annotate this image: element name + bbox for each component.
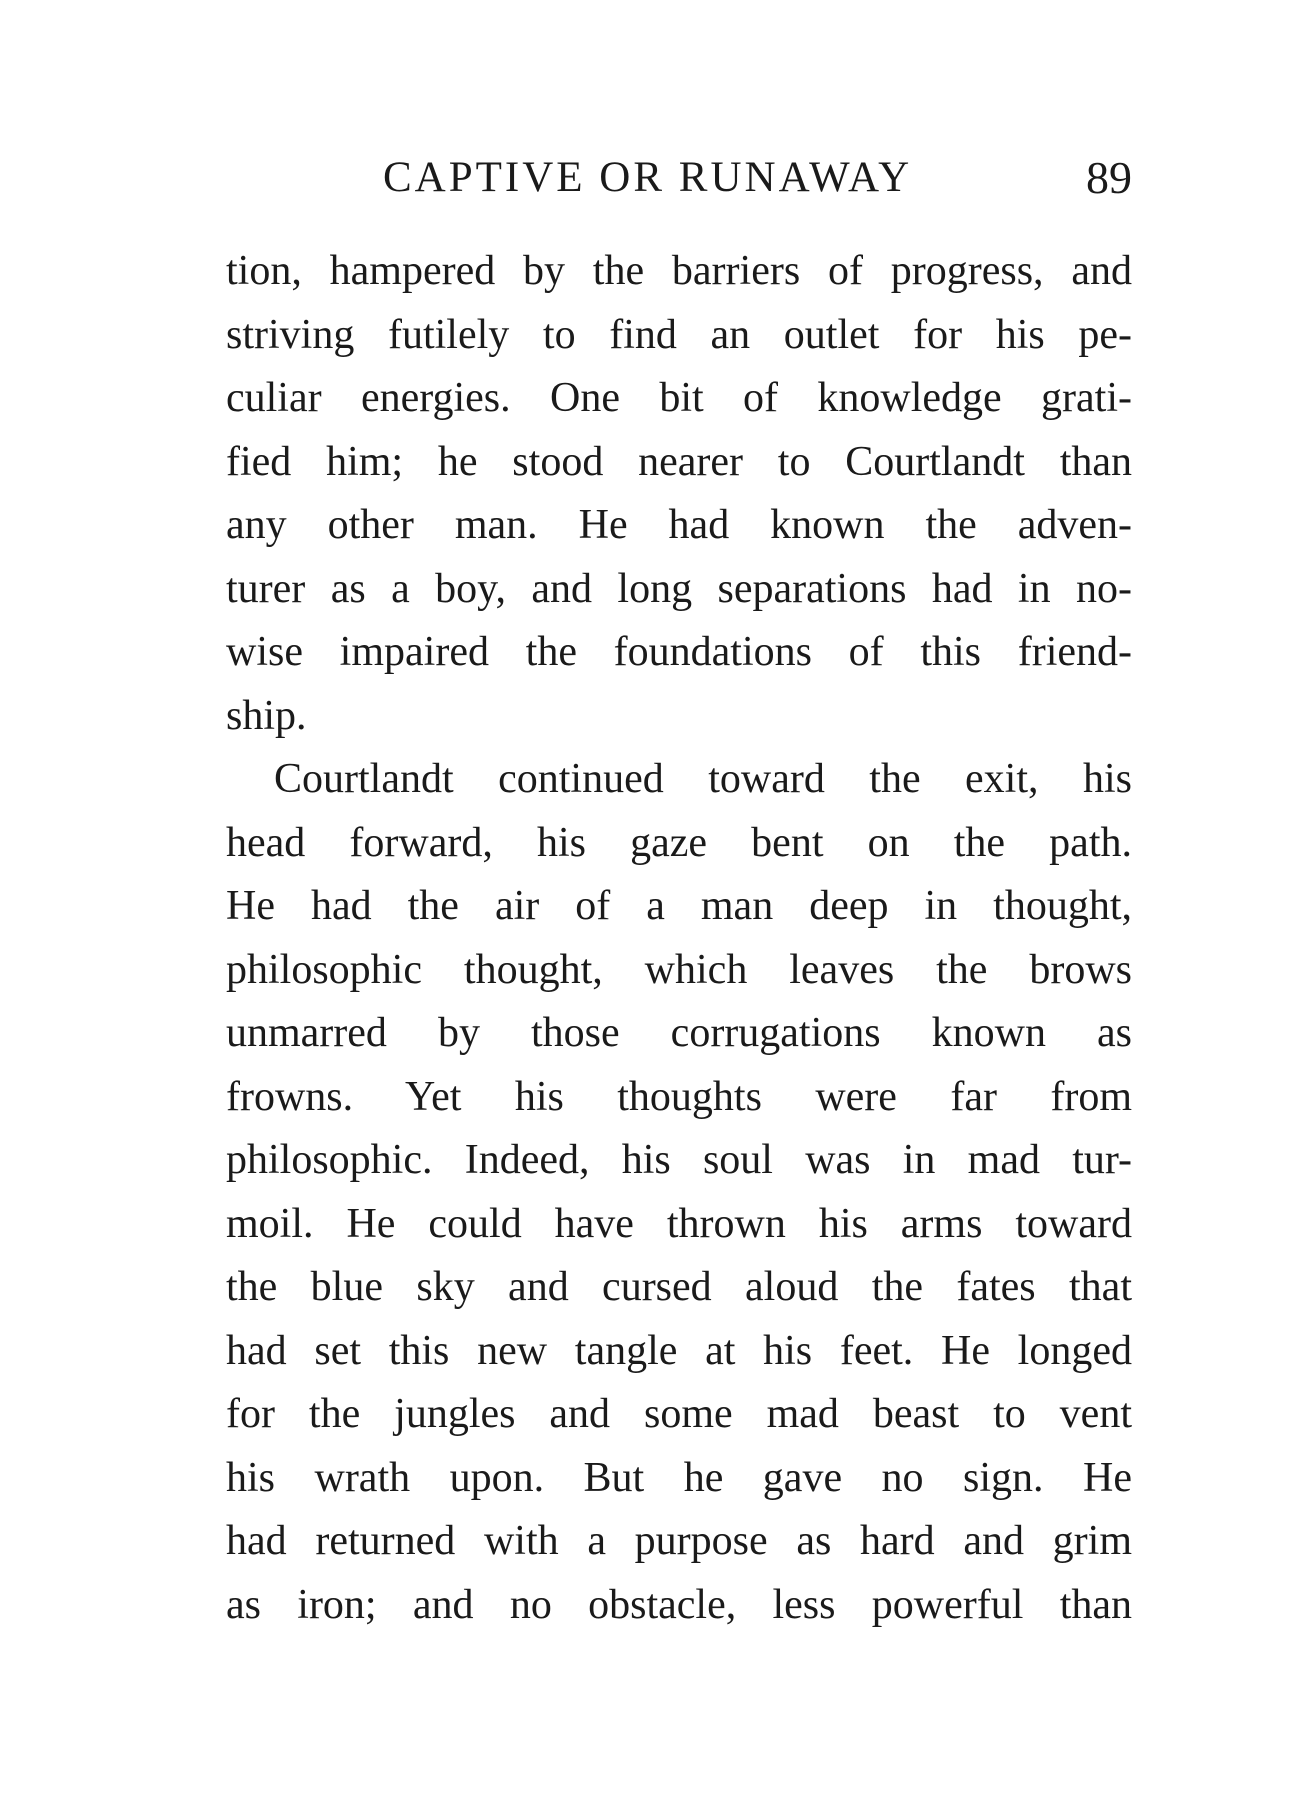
page-number: 89 bbox=[1086, 152, 1132, 203]
text-line: wise impaired the foundations of this friend- bbox=[226, 629, 1132, 675]
text-line: philosophic. Indeed, his soul was in mad tur- bbox=[226, 1137, 1132, 1183]
text-line: striving futilely to find an outlet for his pe- bbox=[226, 311, 1132, 358]
body-text bbox=[226, 240, 1132, 1637]
text-line: unmarred by those corrugations known as bbox=[226, 1010, 1132, 1056]
text-line: turer as a boy, and long separations had in no- bbox=[226, 565, 1132, 612]
text-line: as iron; and no obstacle, less powerful than bbox=[226, 1581, 1132, 1628]
text-line: head forward, his gaze bent on the path. bbox=[226, 819, 1132, 866]
text-line: culiar energies. One bit of knowledge grati- bbox=[226, 375, 1132, 421]
running-head bbox=[226, 148, 1132, 208]
running-title: CAPTIVE OR RUNAWAY bbox=[383, 154, 913, 201]
text-line: He had the air of a man deep in thought, bbox=[226, 883, 1132, 929]
text-line: any other man. He had known the adven- bbox=[226, 502, 1132, 548]
text-line: philosophic thought, which leaves the brows bbox=[226, 946, 1132, 993]
text-line: moil. He could have thrown his arms toward bbox=[226, 1200, 1132, 1247]
text-line: for the jungles and some mad beast to vent bbox=[226, 1391, 1132, 1437]
text-line: ship. bbox=[226, 692, 307, 739]
text-line: had returned with a purpose as hard and grim bbox=[226, 1518, 1132, 1564]
text-line: Courtlandt continued toward the exit, his bbox=[274, 756, 1132, 802]
text-line: had set this new tangle at his feet. He longed bbox=[226, 1327, 1132, 1374]
text-line: his wrath upon. But he gave no sign. He bbox=[226, 1454, 1132, 1501]
text-line: fied him; he stood nearer to Courtlandt than bbox=[226, 438, 1132, 485]
text-line: frowns. Yet his thoughts were far from bbox=[226, 1073, 1132, 1120]
text-line: tion, hampered by the barriers of progress, and bbox=[226, 248, 1132, 294]
text-line: the blue sky and cursed aloud the fates that bbox=[226, 1264, 1132, 1310]
